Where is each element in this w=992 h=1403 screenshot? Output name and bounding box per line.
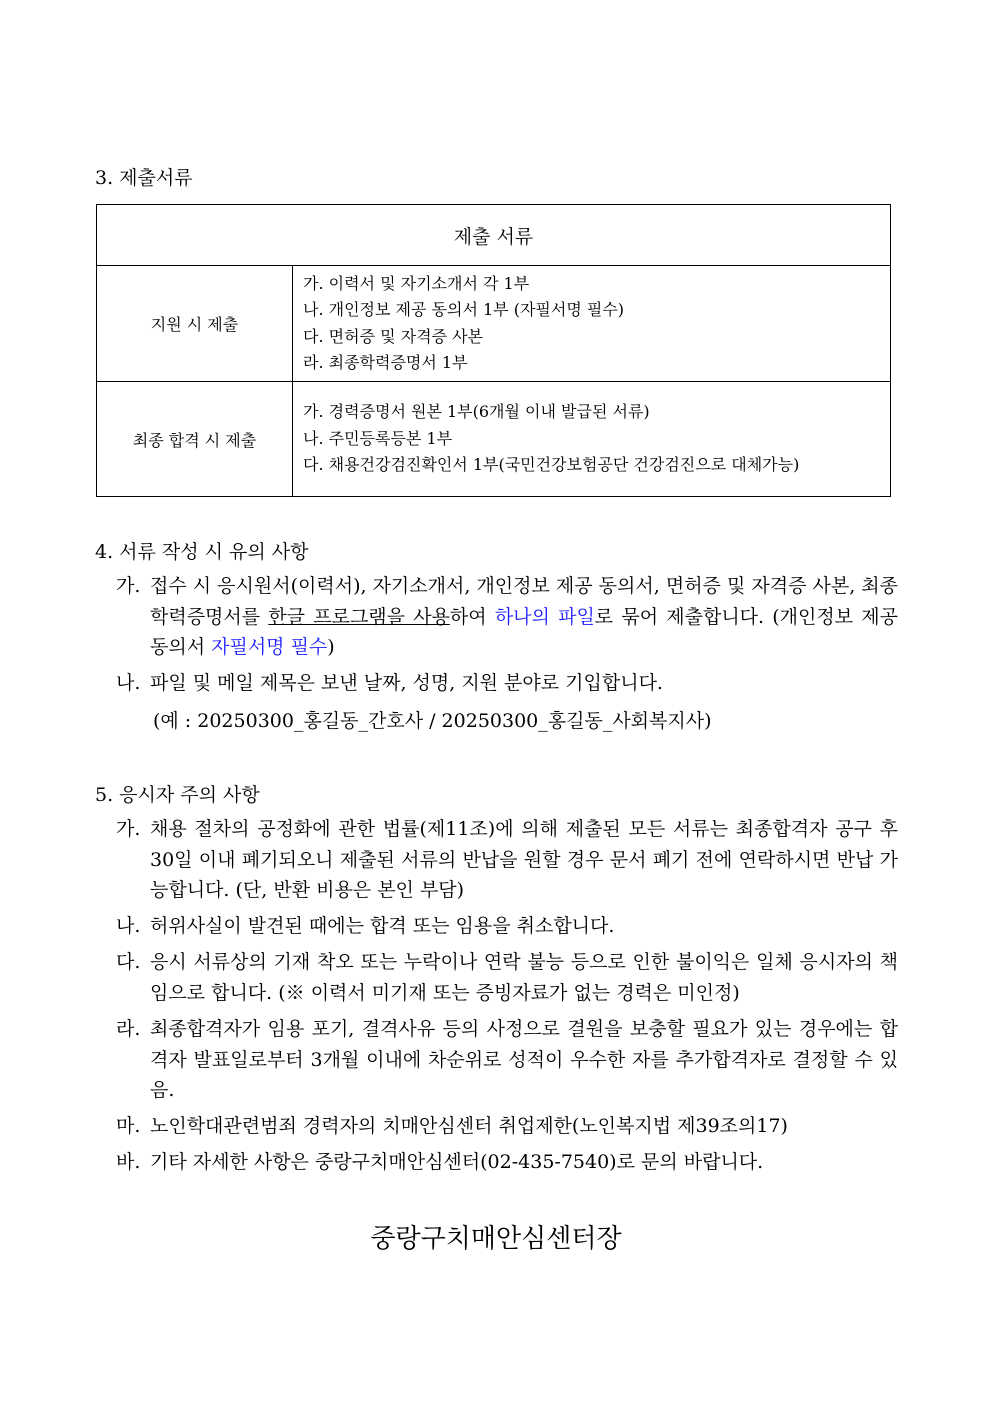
highlight-text: 하나의 파일: [494, 605, 595, 628]
item-label: 라.: [116, 1018, 141, 1040]
notice-item: [116, 1014, 898, 1106]
item-text: 기타 자세한 사항은 중랑구치매안심센터(02-435-7540)로 문의 바랍니다.: [150, 1151, 764, 1173]
notice-item: [116, 1111, 898, 1142]
list-item: 다. 면허증 및 자격증 사본: [303, 326, 483, 346]
notice-item: [116, 1147, 898, 1178]
filename-example: (예 : 20250300_홍길동_간호사 / 20250300_홍길동_사회복지사): [153, 710, 712, 732]
list-item: 가. 경력증명서 원본 1부(6개월 이내 발급된 서류): [303, 402, 650, 422]
item-text-part: ): [327, 636, 335, 658]
item-text: 허위사실이 발견된 때에는 합격 또는 임용을 취소합니다.: [150, 915, 615, 937]
item-text: 최종합격자가 임용 포기, 결격사유 등의 사정으로 결원을 보충할 필요가 있는 경우에는 합격자 발표일로부터 3개월 이내에 차순위로 성적이 우수한 자를 추가합격자로 결정할 수 있음.: [150, 1018, 898, 1101]
documents-table: [96, 204, 891, 497]
item-text: 노인학대관련범죄 경력자의 치매안심센터 취업제한(노인복지법 제39조의17): [150, 1115, 788, 1137]
table-items: [293, 382, 891, 497]
item-label: 다.: [116, 951, 141, 973]
item-label: 나.: [116, 672, 141, 694]
list-item: 다. 채용건강검진확인서 1부(국민건강보험공단 건강검진으로 대체가능): [303, 455, 800, 475]
item-text: 응시 서류상의 기재 착오 또는 누락이나 연락 불능 등으로 인한 불이익은 일체 응시자의 책임으로 합니다. (※ 이력서 미기재 또는 증빙자료가 없는 경력은 미인정): [150, 951, 898, 1004]
table-category: 지원 시 제출: [97, 266, 293, 382]
item-text: 채용 절차의 공정화에 관한 법률(제11조)에 의해 제출된 모든 서류는 최종합격자 공구 후 30일 이내 폐기되오니 제출된 서류의 반납을 원할 경우 문서 폐기 전에 연락하시면 반납 가능합니다. (단, 반환 비용은 본인 부담): [150, 818, 898, 901]
item-text-part: 접수 시 응시원서(이력서), 자기소개서, 개인정보 제공 동의서, 면허증 및 자격증 사본, 최종학력증명서를: [150, 575, 898, 628]
notice-item: [116, 571, 898, 663]
underlined-text: 한글 프로그램을 사용: [268, 605, 450, 628]
section5-title: 5. 응시자 주의 사항: [95, 784, 260, 806]
section3-title: 3. 제출서류: [95, 167, 193, 189]
table-row: [97, 382, 891, 497]
notice-item: [116, 911, 898, 942]
closing-signature: 중랑구치매안심센터장: [370, 1224, 622, 1254]
list-item: 라. 최종학력증명서 1부: [303, 353, 468, 372]
item-label: 나.: [116, 915, 141, 937]
table-items: [293, 266, 891, 382]
table-row: [97, 266, 891, 382]
notice-item: [116, 668, 898, 699]
list-item: 나. 주민등록등본 1부: [303, 428, 453, 448]
table-category: 최종 합격 시 제출: [97, 382, 293, 497]
item-label: 가.: [116, 575, 141, 597]
notice-item: [116, 814, 898, 906]
notice-item: [116, 947, 898, 1008]
item-text: [116, 571, 898, 663]
item-text-part: 하여: [449, 605, 495, 628]
item-label: 마.: [116, 1115, 141, 1137]
list-item: 가. 이력서 및 자기소개서 각 1부: [303, 273, 530, 293]
list-item: 나. 개인정보 제공 동의서 1부 (자필서명 필수): [303, 300, 625, 319]
item-label: 가.: [116, 818, 141, 840]
section4-title: 4. 서류 작성 시 유의 사항: [95, 541, 309, 563]
highlight-text: 자필서명 필수: [211, 636, 328, 658]
item-text: 파일 및 메일 제목은 보낸 날짜, 성명, 지원 분야로 기입합니다.: [150, 672, 663, 694]
item-label: 바.: [116, 1151, 141, 1173]
table-header: 제출 서류: [97, 205, 891, 266]
item-text-part: 로 묶어 제출합니다. (개인정보 제공 동의서: [150, 605, 898, 658]
